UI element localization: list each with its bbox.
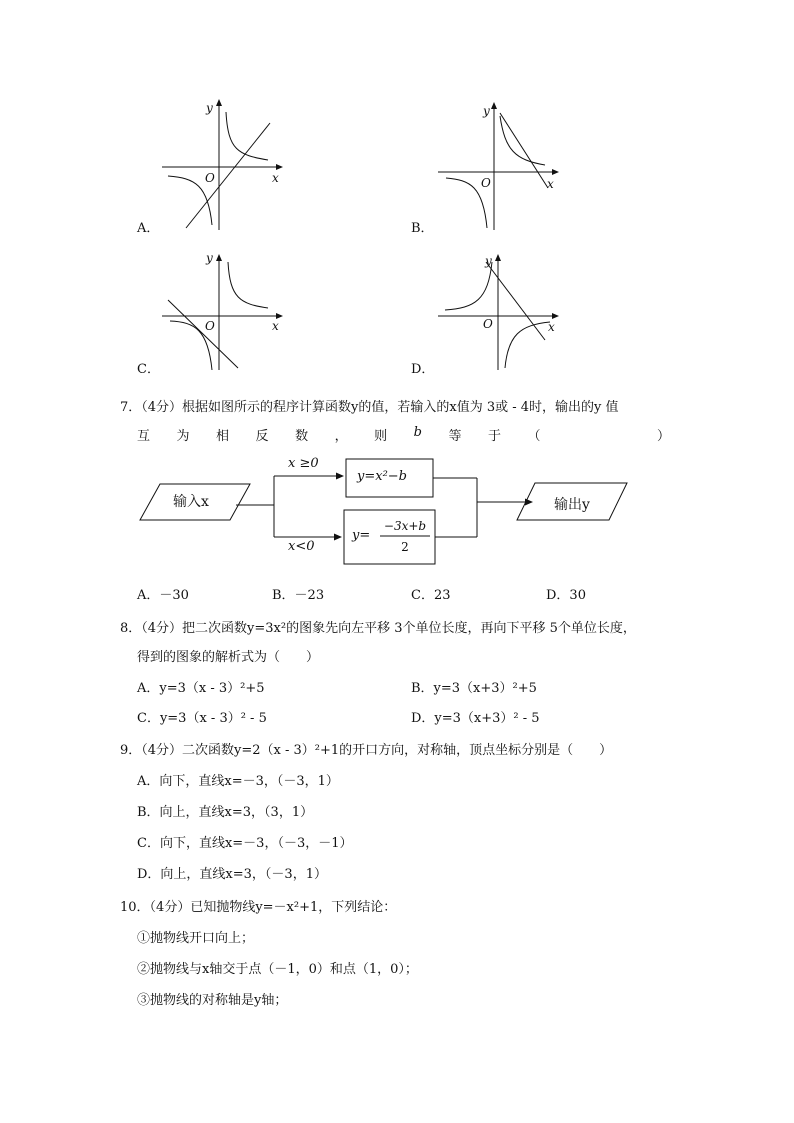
graph-b bbox=[438, 103, 558, 230]
line-graph bbox=[186, 123, 270, 228]
q10-item-2: ②抛物线与x轴交于点（－1，0）和点（1，0）； bbox=[137, 962, 418, 977]
q6-graphs bbox=[0, 0, 794, 380]
q10-item-1: ①抛物线开口向上； bbox=[137, 931, 255, 946]
flow-bottom-numerator: −3x+b bbox=[383, 519, 427, 533]
q9-stem: 9．（4分）二次函数y=2（x - 3）²+1的开口方向，对称轴，顶点坐标分别是（ ） bbox=[120, 743, 613, 758]
flow-bottom-denominator: 2 bbox=[401, 540, 409, 554]
hyperbola-branch bbox=[228, 262, 268, 308]
graph-d bbox=[438, 254, 558, 370]
hyperbola-branch bbox=[445, 262, 492, 310]
flow-top-formula: y=x²−b bbox=[357, 469, 407, 484]
flow-bottom-prefix: y= bbox=[352, 528, 371, 543]
y-label: y bbox=[206, 251, 213, 265]
flow-cond-bottom: x<0 bbox=[288, 539, 315, 554]
flow-cond-top: x ≥0 bbox=[288, 456, 319, 471]
q9-option-d[interactable]: D．向上，直线x=3，（－3，1） bbox=[137, 867, 327, 882]
origin-label: O bbox=[483, 317, 493, 331]
q7-option-b[interactable]: B．－23 bbox=[272, 588, 325, 603]
q6-option-a-label[interactable]: A． bbox=[137, 221, 160, 236]
q10-item-3: ③抛物线的对称轴是y轴； bbox=[137, 993, 288, 1008]
y-label: y bbox=[483, 104, 490, 118]
q8-stem: 8．（4分）把二次函数y=3x²的图象先向左平移 3个单位长度，再向下平移 5个单位长度， bbox=[120, 621, 636, 636]
x-label: x bbox=[548, 320, 555, 334]
graph-c bbox=[162, 251, 282, 370]
q8-option-b[interactable]: B．y=3（x+3）²+5 bbox=[411, 681, 537, 696]
q8-stem-line2: 得到的图象的解析式为（ ） bbox=[137, 650, 320, 665]
q6-option-d-label[interactable]: D． bbox=[411, 362, 435, 377]
q10-stem: 10．（4分）已知抛物线y=－x²+1，下列结论： bbox=[120, 900, 397, 915]
line-graph bbox=[168, 300, 238, 368]
q8-option-c[interactable]: C．y=3（x - 3）² - 5 bbox=[137, 711, 267, 726]
q6-option-c-label[interactable]: C． bbox=[137, 362, 160, 377]
origin-label: O bbox=[205, 171, 215, 185]
q7-option-c[interactable]: C．23 bbox=[411, 588, 451, 603]
q7-option-d[interactable]: D．30 bbox=[546, 588, 586, 603]
line-graph bbox=[486, 262, 545, 340]
x-label: x bbox=[547, 177, 554, 191]
x-label: x bbox=[272, 319, 279, 333]
q7-stem: 7．（4分）根据如图所示的程序计算函数y的值，若输入的x值为 3或 - 4时，输出的y 值 bbox=[120, 400, 619, 415]
q9-option-b[interactable]: B．向上，直线x=3，（3，1） bbox=[137, 805, 314, 820]
hyperbola-branch bbox=[226, 112, 268, 160]
x-label: x bbox=[272, 171, 279, 185]
graph-a bbox=[162, 100, 282, 230]
q7-stem-line2: 互 为 相 反 数 ， 则 b 等 于 （ ） bbox=[137, 425, 670, 444]
origin-label: O bbox=[481, 176, 491, 190]
y-label: y bbox=[485, 254, 492, 268]
y-label: y bbox=[206, 101, 213, 115]
origin-label: O bbox=[205, 319, 215, 333]
q9-option-c[interactable]: C．向下，直线x=－3，（－3，－1） bbox=[137, 836, 353, 851]
line-graph bbox=[500, 113, 548, 188]
q8-option-d[interactable]: D．y=3（x+3）² - 5 bbox=[411, 711, 540, 726]
q8-option-a[interactable]: A．y=3（x - 3）²+5 bbox=[137, 681, 265, 696]
q9-option-a[interactable]: A．向下，直线x=－3，（－3，1） bbox=[137, 774, 339, 789]
flow-input-label: 输入x bbox=[173, 494, 209, 510]
q6-option-b-label[interactable]: B． bbox=[411, 221, 434, 236]
q7-option-a[interactable]: A．－30 bbox=[137, 588, 189, 603]
hyperbola-branch bbox=[505, 322, 550, 368]
flow-output-label: 输出y bbox=[554, 497, 590, 513]
